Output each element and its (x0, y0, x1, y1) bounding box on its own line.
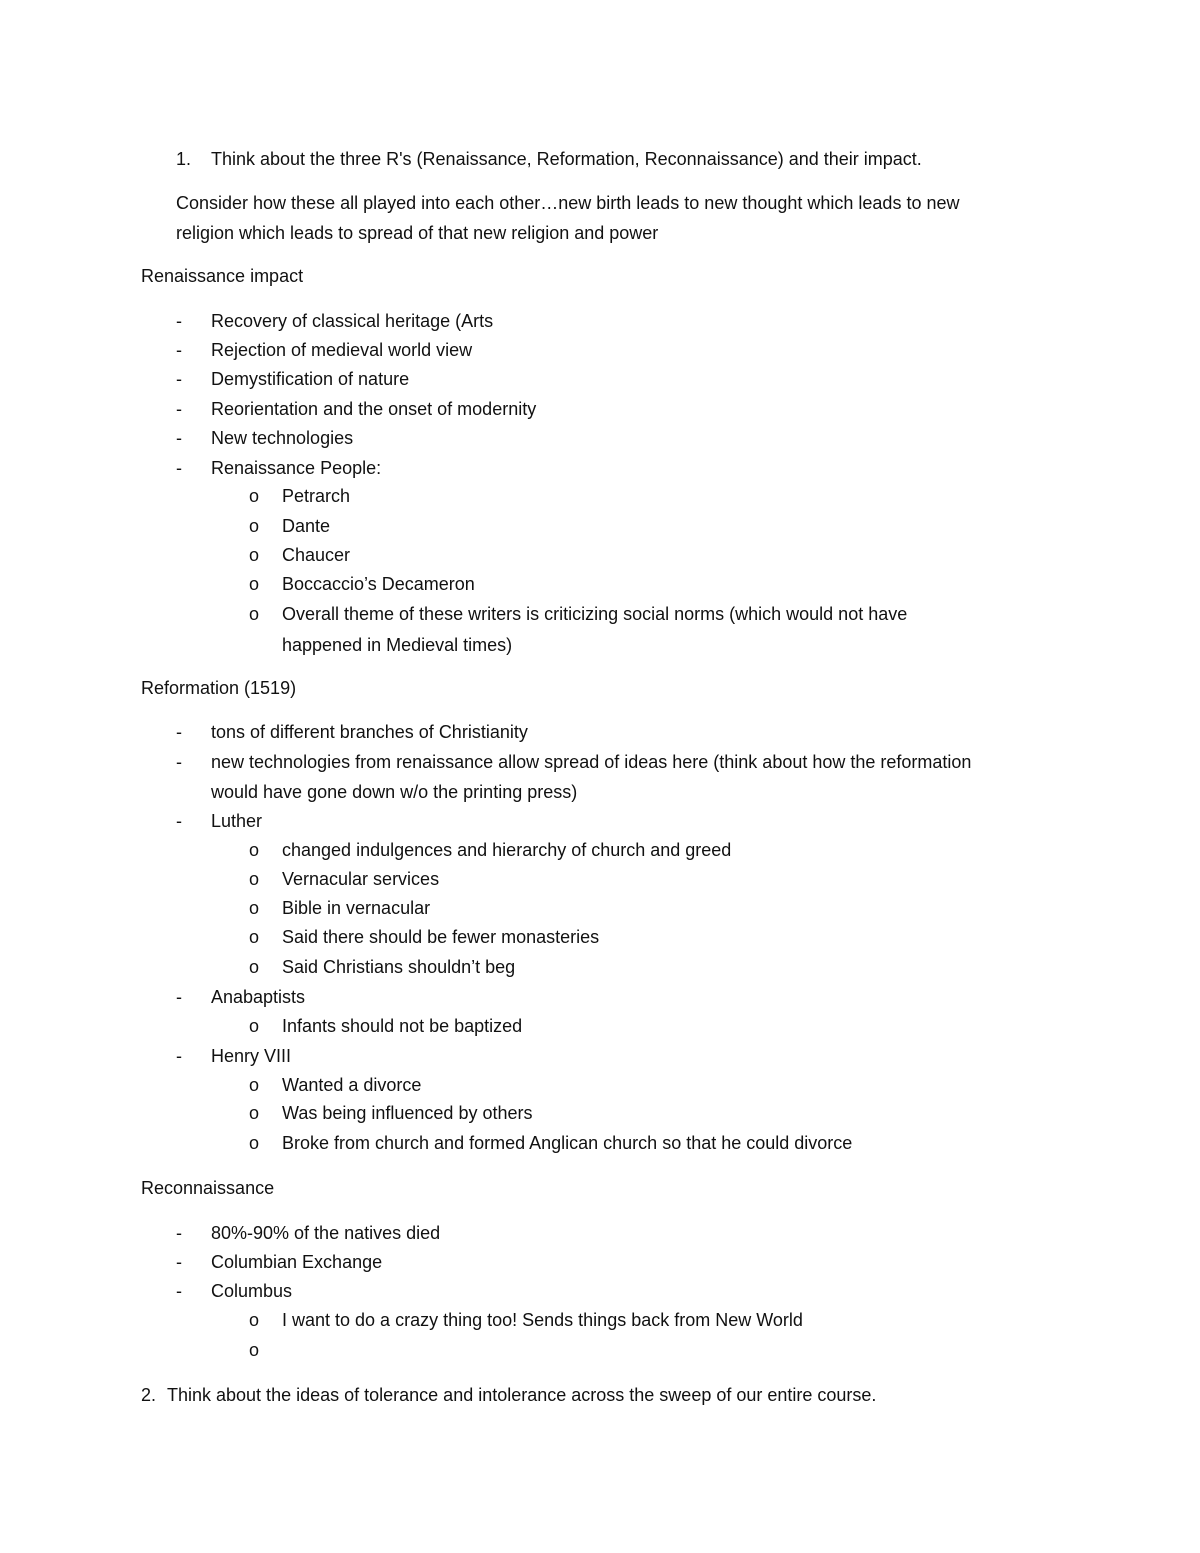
sub-list-item: Was being influenced by others (282, 1103, 533, 1123)
dash-bullet: - (176, 1046, 182, 1066)
list-item: New technologies (211, 428, 354, 448)
circle-bullet: o (249, 1103, 260, 1123)
list-item: new technologies from renaissance allow spread of ideas here (think about how the reformation (211, 752, 972, 772)
dash-bullet: - (176, 722, 182, 742)
circle-bullet: o (249, 486, 260, 506)
section-heading: Renaissance impact (141, 266, 304, 286)
list-item: Recovery of classical heritage (Arts (211, 311, 494, 331)
list-item: Rejection of medieval world view (211, 340, 473, 360)
circle-bullet: o (249, 1133, 260, 1153)
circle-bullet: o (249, 574, 260, 594)
circle-bullet: o (249, 927, 260, 947)
question-text: Think about the three R's (Renaissance, Reformation, Reconnaissance) and their impact. (211, 149, 922, 169)
circle-bullet: o (249, 1310, 260, 1330)
circle-bullet: o (249, 516, 260, 536)
sub-list-item: changed indulgences and hierarchy of church and greed (282, 840, 732, 860)
sub-list-item: Boccaccio’s Decameron (282, 574, 475, 594)
circle-bullet: o (249, 1340, 260, 1360)
sub-list-item-continuation: happened in Medieval times) (282, 635, 513, 655)
dash-bullet: - (176, 987, 182, 1007)
circle-bullet: o (249, 1016, 260, 1036)
dash-bullet: - (176, 1252, 182, 1272)
dash-bullet: - (176, 428, 182, 448)
dash-bullet: - (176, 399, 182, 419)
note-line: religion which leads to spread of that new religion and power (176, 223, 659, 243)
dash-bullet: - (176, 340, 182, 360)
section-heading: Reconnaissance (141, 1178, 275, 1198)
list-item: 80%-90% of the natives died (211, 1223, 441, 1243)
circle-bullet: o (249, 1075, 260, 1095)
list-item: Demystification of nature (211, 369, 410, 389)
list-item: Henry VIII (211, 1046, 292, 1066)
note-line: Consider how these all played into each other…new birth leads to new thought which leads to new (176, 193, 960, 213)
sub-list-item: Dante (282, 516, 331, 536)
list-item: Columbian Exchange (211, 1252, 383, 1272)
circle-bullet: o (249, 869, 260, 889)
dash-bullet: - (176, 369, 182, 389)
section-heading: Reformation (1519) (141, 678, 297, 698)
sub-list-item: I want to do a crazy thing too! Sends things back from New World (282, 1310, 803, 1330)
question-number: 1. (176, 149, 192, 169)
question-number: 2. (141, 1385, 157, 1405)
dash-bullet: - (176, 811, 182, 831)
sub-list-item: Bible in vernacular (282, 898, 431, 918)
sub-list-item: Said Christians shouldn’t beg (282, 957, 516, 977)
list-item: Renaissance People: (211, 458, 382, 478)
circle-bullet: o (249, 898, 260, 918)
dash-bullet: - (176, 1223, 182, 1243)
circle-bullet: o (249, 604, 260, 624)
list-item: tons of different branches of Christianity (211, 722, 528, 742)
circle-bullet: o (249, 840, 260, 860)
sub-list-item: Overall theme of these writers is criticizing social norms (which would not have (282, 604, 908, 624)
circle-bullet: o (249, 545, 260, 565)
sub-list-item: Wanted a divorce (282, 1075, 422, 1095)
sub-list-item: Chaucer (282, 545, 351, 565)
sub-list-item: Petrarch (282, 486, 351, 506)
circle-bullet: o (249, 957, 260, 977)
list-item: Anabaptists (211, 987, 306, 1007)
dash-bullet: - (176, 311, 182, 331)
dash-bullet: - (176, 1281, 182, 1301)
sub-list-item: Vernacular services (282, 869, 440, 889)
list-item: Reorientation and the onset of modernity (211, 399, 537, 419)
dash-bullet: - (176, 752, 182, 772)
sub-list-item: Said there should be fewer monasteries (282, 927, 600, 947)
dash-bullet: - (176, 458, 182, 478)
question-text: Think about the ideas of tolerance and intolerance across the sweep of our entire course. (167, 1385, 877, 1405)
list-item-continuation: would have gone down w/o the printing press) (211, 782, 578, 802)
list-item: Columbus (211, 1281, 293, 1301)
list-item: Luther (211, 811, 263, 831)
sub-list-item: Broke from church and formed Anglican church so that he could divorce (282, 1133, 853, 1153)
sub-list-item: Infants should not be baptized (282, 1016, 523, 1036)
